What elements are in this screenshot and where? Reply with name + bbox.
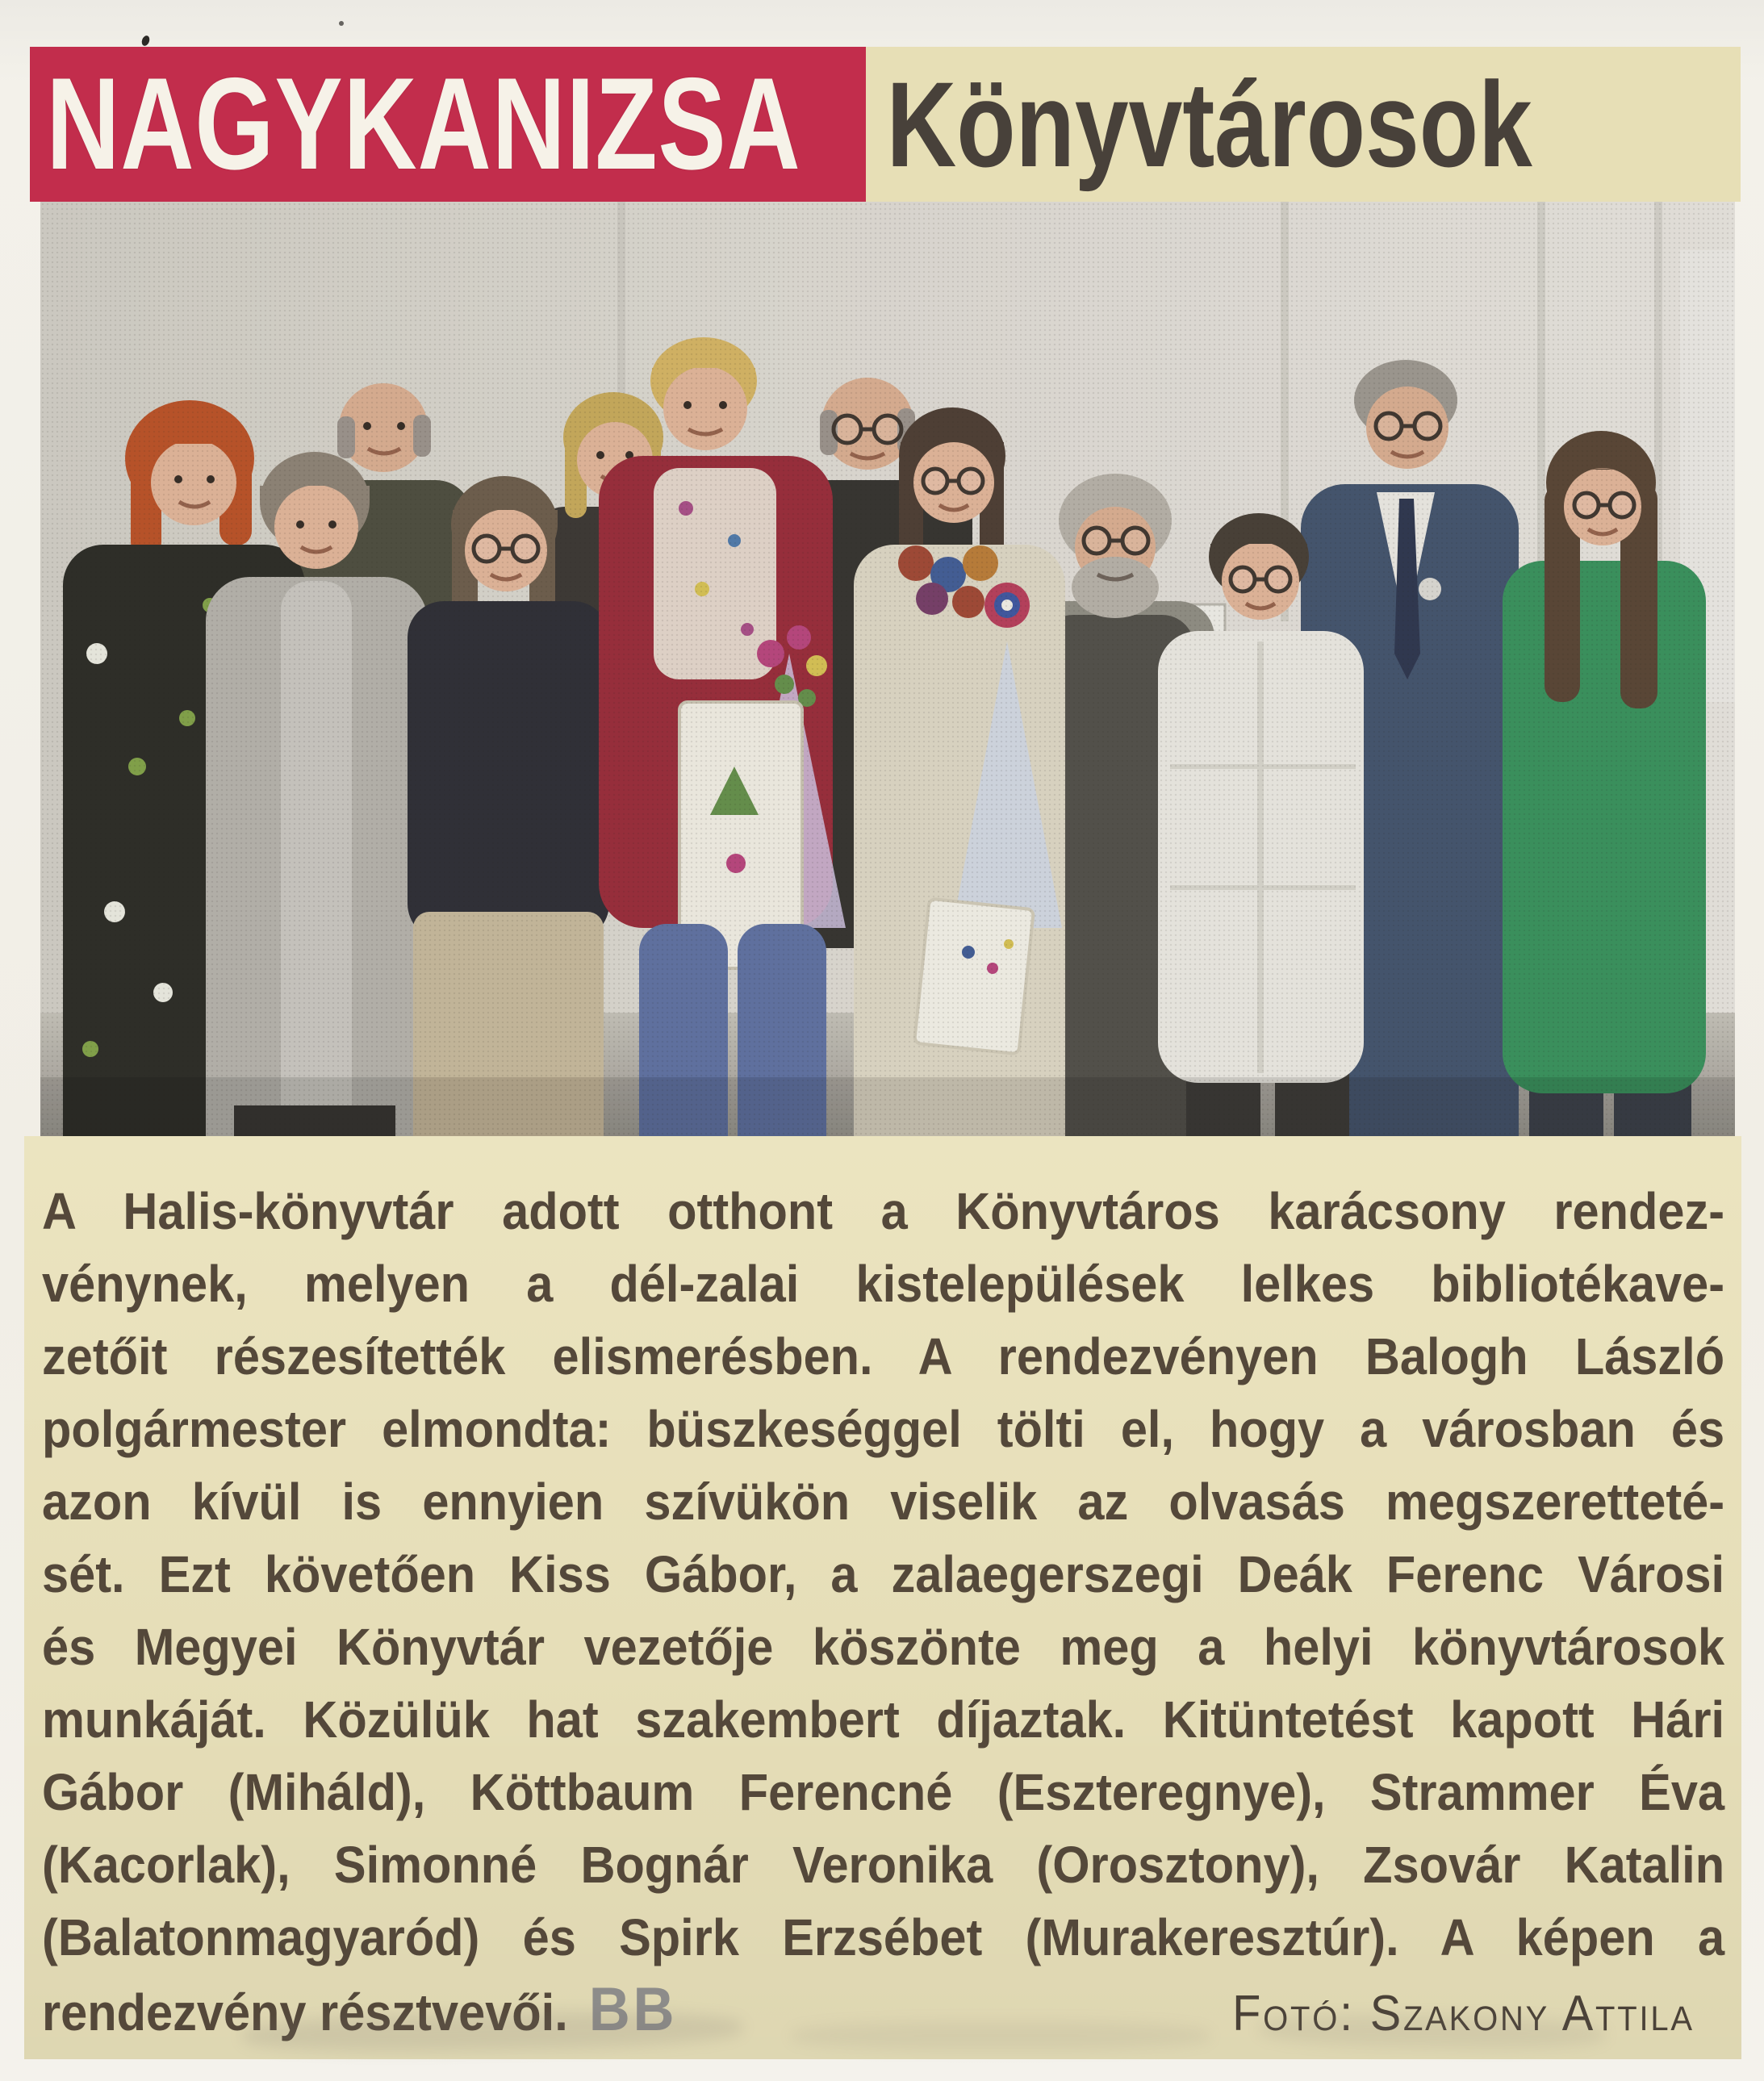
text-line: vénynek, melyen a dél-zalai kistelepülések lelkes bibliotékave-	[42, 1255, 1725, 1313]
section-title: Könyvtárosok	[886, 56, 1532, 192]
header-strip	[866, 47, 1741, 202]
text-line: zetőit részesítették elismerésben. A rendezvényen Balogh László	[42, 1327, 1725, 1385]
text-line: polgármester elmondta: büszkeséggel tölti el, hogy a városban és	[42, 1400, 1725, 1458]
group-photo	[40, 202, 1735, 1136]
ink-speck	[339, 21, 344, 26]
text-line: azon kívül is ennyien szívükön viselik az olvasás megszeretteté-	[42, 1473, 1725, 1531]
last-line-text	[42, 1974, 677, 2049]
certificate	[914, 899, 1034, 1055]
text-line: (Kacorlak), Simonné Bognár Veronika (Orosztony), Zsovár Katalin	[42, 1836, 1725, 1894]
header-banner	[30, 47, 866, 202]
text-line: munkáját. Közülük hat szakembert díjaztak. Kitüntetést kapott Hári	[42, 1690, 1725, 1749]
byline: BB	[588, 1975, 678, 2044]
last-text-line	[42, 1974, 1724, 2046]
text-line: és Megyei Könyvtár vezetője köszönte meg a helyi könyvtárosok	[42, 1618, 1725, 1676]
article-panel	[24, 1136, 1741, 2059]
location-tag: NAGYKANIZSA	[46, 51, 801, 197]
group-photo-illustration	[40, 202, 1735, 1136]
article-text	[42, 1175, 1724, 2046]
closing-words: rendezvény résztvevői.	[42, 1983, 568, 2041]
text-line: (Balatonmagyaród) és Spirk Erzsébet (Murakeresztúr). A képen a	[42, 1908, 1725, 1966]
photo-credit: Fotó: Szakony Attila	[1232, 1986, 1695, 2041]
text-line: sét. Ezt követően Kiss Gábor, a zalaegerszegi Deák Ferenc Városi	[42, 1545, 1725, 1603]
floor-shadow	[40, 1077, 1735, 1136]
text-line: Gábor (Miháld), Köttbaum Ferencné (Eszteregnye), Strammer Éva	[42, 1763, 1725, 1821]
rosette-ribbon	[984, 583, 1030, 628]
ink-speck	[140, 35, 151, 47]
text-line: A Halis-könyvtár adott otthont a Könyvtáros karácsony rendez-	[42, 1182, 1725, 1240]
